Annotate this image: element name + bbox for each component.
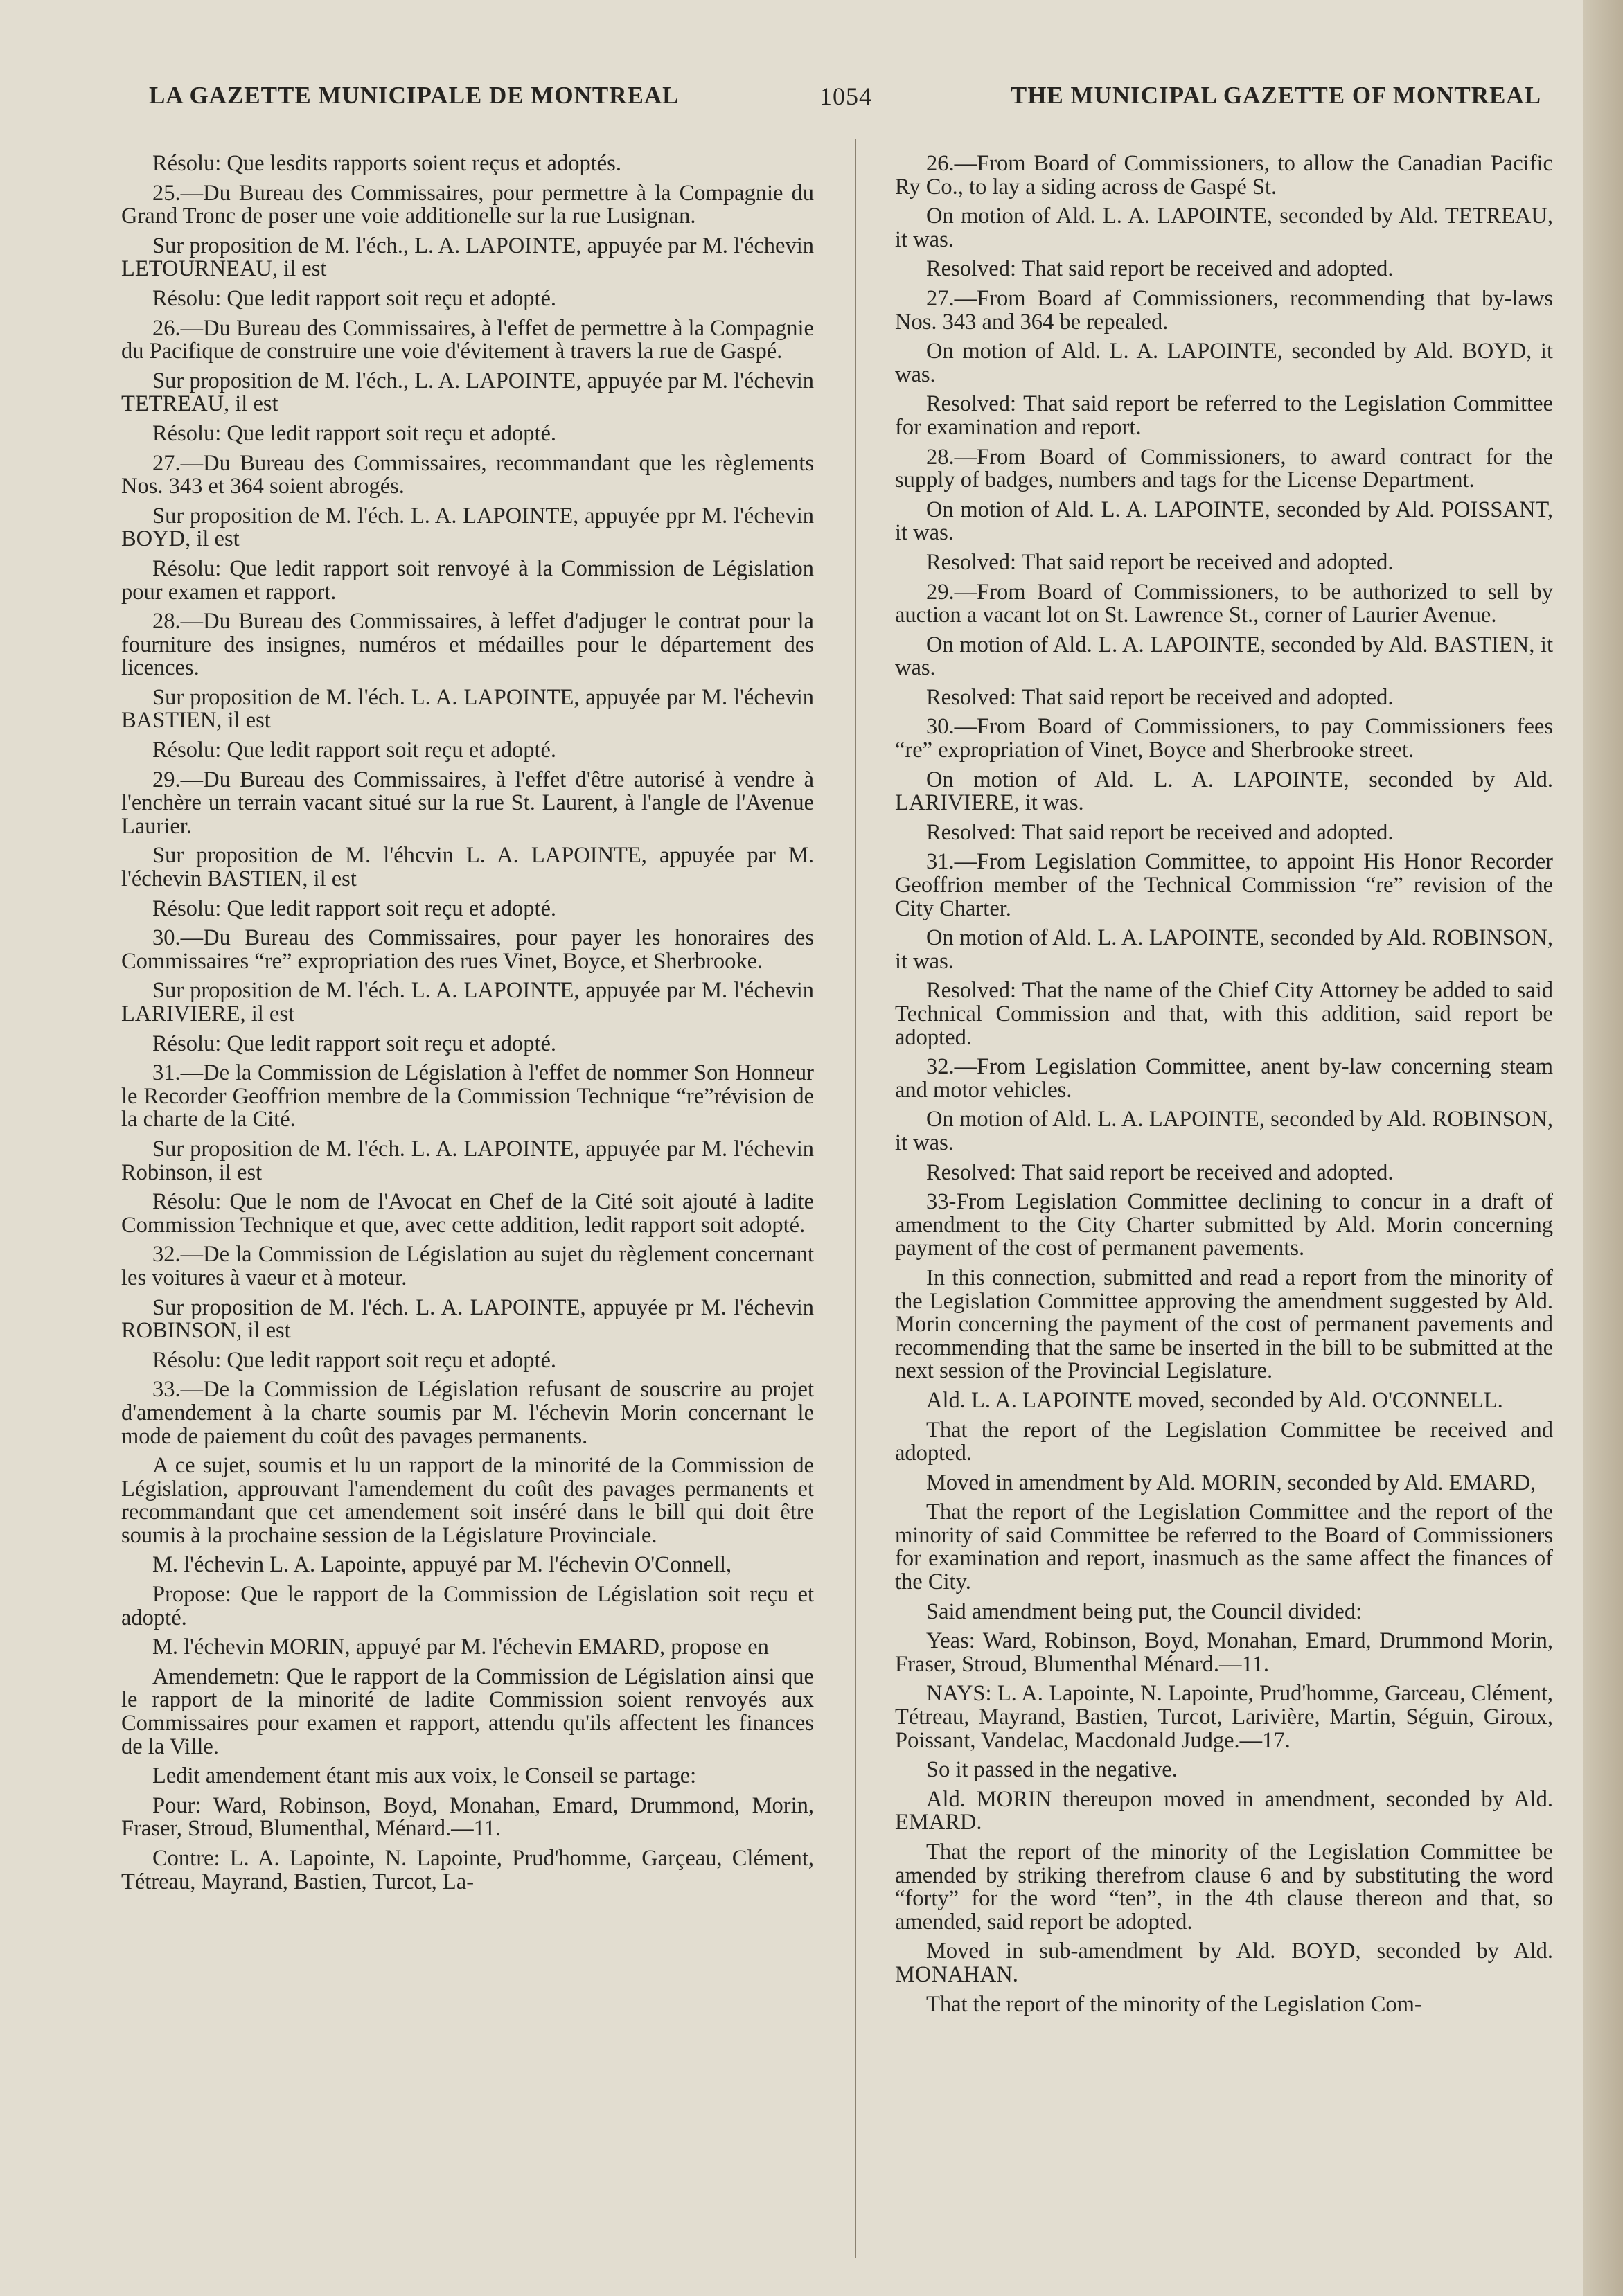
french-paragraph: A ce sujet, soumis et lu un rapport de la minorité de la Commission de Législation, approuvant l'amendement du coût des pavages permanents et recommandant que cet amendement soit inséré dans le bill qui doit être soumis à la prochaine session de la Législature Provinciale. [121, 1453, 814, 1548]
french-paragraph: Ledit amendement étant mis aux voix, le Conseil se partage: [152, 1763, 697, 1789]
english-paragraph: Resolved: That said report be received and adopted. [926, 819, 1394, 845]
english-paragraph: NAYS: L. A. Lapointe, N. Lapointe, Prud'homme, Garceau, Clément, Tétreau, Mayrand, Bastien, Turcot, Larivière, Martin, Séguin, Giroux, Poissant, Vandelac, Macdonald Judge.—17. [895, 1681, 1553, 1753]
page-number: 1054 [819, 82, 872, 110]
french-paragraph: Contre: L. A. Lapointe, N. Lapointe, Prud'homme, Garçeau, Clément, Tétreau, Mayrand, Bastien, Turcot, La- [121, 1846, 814, 1894]
french-paragraph: Résolu: Que ledit rapport soit reçu et adopté. [152, 1347, 557, 1373]
english-column [895, 152, 1553, 2022]
french-paragraph: M. l'échevin MORIN, appuyé par M. l'échevin EMARD, propose en [152, 1635, 769, 1660]
english-paragraph: Resolved: That said report be referred to the Legislation Committee for examination and report. [895, 391, 1553, 440]
english-paragraph: Resolved: That said report be received and adopted. [926, 549, 1394, 575]
french-paragraph: 27.—Du Bureau des Commissaires, recommandant que les règlements Nos. 343 et 364 soient abrogés. [121, 450, 814, 499]
french-paragraph: 33.—De la Commission de Législation refusant de souscrire au projet d'amendement à la charte soumis par M. l'échevin Morin concernant le mode de paiement du coût des pavages permanents. [121, 1377, 814, 1449]
english-paragraph: That the report of the minority of the Legislation Com- [926, 1991, 1422, 2017]
french-column [121, 152, 814, 1900]
header-english-title: THE MUNICIPAL GAZETTE OF MONTREAL [1010, 82, 1541, 109]
english-paragraph: Ald. MORIN thereupon moved in amendment, seconded by Ald. EMARD. [895, 1786, 1553, 1835]
english-paragraph: 27.—From Board af Commissioners, recommending that by-laws Nos. 343 and 364 be repealed. [895, 285, 1553, 335]
english-paragraph: 30.—From Board of Commissioners, to pay Commissioners fees “re” expropriation of Vinet, Boyce and Sherbrooke street. [895, 714, 1553, 763]
french-paragraph: 25.—Du Bureau des Commissaires, pour permettre à la Compagnie du Grand Tronc de poser une voie additionelle sur la rue Lusignan. [121, 180, 814, 229]
french-paragraph: Sur proposition de M. l'éch. L. A. LAPOINTE, appuyée par M. l'échevin Robinson, il est [121, 1136, 814, 1185]
english-paragraph: Moved in sub-amendment by Ald. BOYD, seconded by Ald. MONAHAN. [895, 1939, 1553, 1987]
french-paragraph: Résolu: Que ledit rapport soit renvoyé à la Commission de Législation pour examen et rapport. [121, 555, 814, 605]
english-paragraph: 32.—From Legislation Committee, anent by-law concerning steam and motor vehicles. [895, 1054, 1553, 1103]
french-paragraph: Résolu: Que ledit rapport soit reçu et adopté. [152, 1031, 557, 1056]
english-paragraph: So it passed in the negative. [926, 1757, 1178, 1783]
english-paragraph: On motion of Ald. L. A. LAPOINTE, seconded by Ald. ROBINSON, it was. [895, 925, 1553, 974]
english-paragraph: On motion of Ald. L. A. LAPOINTE, seconded by Ald. BASTIEN, it was. [895, 632, 1553, 681]
french-paragraph: Pour: Ward, Robinson, Boyd, Monahan, Emard, Drummond, Morin, Fraser, Stroud, Blumenthal, Ménard.—11. [121, 1792, 814, 1842]
english-paragraph: Resolved: That said report be received and adopted. [926, 684, 1394, 710]
english-paragraph: 33-From Legislation Committee declining to concur in a draft of amendment to the City Charter submitted by Ald. Morin concerning payment of the cost of permanent pavements. [895, 1189, 1553, 1261]
english-paragraph: In this connection, submitted and read a report from the minority of the Legislation Committee approving the amendment suggested by Ald. Morin concerning the payment of the cost of permanent pavements and recommending that the same be inserted in the bill to be submitted at the next session of the Provincial Legislature. [895, 1265, 1553, 1384]
french-paragraph: 32.—De la Commission de Législation au sujet du règlement concernant les voitures à vaeur et à moteur. [121, 1242, 814, 1290]
english-paragraph: Said amendment being put, the Council divided: [926, 1599, 1363, 1624]
french-paragraph: 29.—Du Bureau des Commissaires, à l'effet d'être autorisé à vendre à l'enchère un terrain vacant situé sur la rue St. Laurent, à l'angle de l'Avenue Laurier. [121, 767, 814, 839]
french-paragraph: Sur proposition de M. l'éch., L. A. LAPOINTE, appuyée par M. l'échevin LETOURNEAU, il est [121, 233, 814, 282]
french-paragraph: Propose: Que le rapport de la Commission de Législation soit reçu et adopté. [121, 1582, 814, 1630]
english-paragraph: Moved in amendment by Ald. MORIN, seconded by Ald. EMARD, [926, 1470, 1536, 1495]
english-paragraph: Resolved: That said report be received and adopted. [926, 256, 1394, 282]
english-paragraph: Yeas: Ward, Robinson, Boyd, Monahan, Emard, Drummond Morin, Fraser, Stroud, Blumenthal Ménard.—11. [895, 1628, 1553, 1677]
french-paragraph: Résolu: Que ledit rapport soit reçu et adopté. [152, 285, 557, 311]
french-paragraph: Résolu: Que lesdits rapports soient reçus et adoptés. [152, 151, 621, 176]
french-paragraph: 26.—Du Bureau des Commissaires, à l'effet de permettre à la Compagnie du Pacifique de construire une voie d'évitement à travers la rue de Gaspé. [121, 315, 814, 364]
running-header [149, 82, 1541, 123]
page-edge [1583, 0, 1623, 2296]
english-paragraph: 28.—From Board of Commissioners, to award contract for the supply of badges, numbers and tags for the License Department. [895, 444, 1553, 493]
english-paragraph: On motion of Ald. L. A. LAPOINTE, seconded by Ald. TETREAU, it was. [895, 204, 1553, 252]
french-paragraph: 30.—Du Bureau des Commissaires, pour payer les honoraires des Commissaires “re” expropriation des rues Vinet, Boyce, et Sherbrooke. [121, 925, 814, 974]
english-paragraph: Ald. L. A. LAPOINTE moved, seconded by Ald. O'CONNELL. [926, 1387, 1503, 1413]
english-paragraph: That the report of the minority of the Legislation Committee be amended by striking therefrom clause 6 and by substituting the word “forty” for the word “ten”, in the 4th clause thereon and that, so amended, said report be adopted. [895, 1840, 1553, 1934]
english-paragraph: On motion of Ald. L. A. LAPOINTE, seconded by Ald. ROBINSON, it was. [895, 1107, 1553, 1155]
french-paragraph: Résolu: Que ledit rapport soit reçu et adopté. [152, 420, 557, 446]
french-paragraph: Résolu: Que ledit rapport soit reçu et adopté. [152, 738, 557, 763]
english-paragraph: 29.—From Board of Commissioners, to be authorized to sell by auction a vacant lot on St. Lawrence St., corner of Laurier Avenue. [895, 579, 1553, 628]
french-paragraph: Résolu: Que le nom de l'Avocat en Chef de la Cité soit ajouté à ladite Commission Technique et que, avec cette addition, ledit rapport soit adopté. [121, 1189, 814, 1238]
english-paragraph: That the report of the Legislation Committee be received and adopted. [895, 1417, 1553, 1466]
french-paragraph: Sur proposition de M. l'éch., L. A. LAPOINTE, appuyée par M. l'échevin TETREAU, il est [121, 368, 814, 417]
english-paragraph: Resolved: That said report be received and adopted. [926, 1159, 1394, 1185]
french-paragraph: Sur proposition de M. l'éch. L. A. LAPOINTE, appuyée par M. l'échevin BASTIEN, il est [121, 684, 814, 733]
french-paragraph: 31.—De la Commission de Législation à l'effet de nommer Son Honneur le Recorder Geoffrion membre de la Commission Technique “re”révision de la charte de la Cité. [121, 1060, 814, 1132]
french-paragraph: Résolu: Que ledit rapport soit reçu et adopté. [152, 896, 557, 921]
english-paragraph: Resolved: That the name of the Chief City Attorney be added to said Technical Commission and that, with this addition, said report be adopted. [895, 978, 1553, 1050]
french-paragraph: Sur proposition de M. l'éhcvin L. A. LAPOINTE, appuyée par M. l'échevin BASTIEN, il est [121, 843, 814, 892]
header-french-title: LA GAZETTE MUNICIPALE DE MONTREAL [149, 82, 680, 109]
english-paragraph: 31.—From Legislation Committee, to appoint His Honor Recorder Geoffrion member of the Technical Commission “re” revision of the City Charter. [895, 849, 1553, 921]
english-paragraph: On motion of Ald. L. A. LAPOINTE, seconded by Ald. LARIVIERE, it was. [895, 767, 1553, 816]
french-paragraph: Sur proposition de M. l'éch. L. A. LAPOINTE, appuyée ppr M. l'échevin BOYD, il est [121, 503, 814, 552]
column-divider [855, 139, 856, 2258]
english-paragraph: On motion of Ald. L. A. LAPOINTE, seconded by Ald. BOYD, it was. [895, 339, 1553, 387]
french-paragraph: Sur proposition de M. l'éch. L. A. LAPOINTE, appuyée par M. l'échevin LARIVIERE, il est [121, 978, 814, 1026]
french-paragraph: Sur proposition de M. l'éch. L. A. LAPOINTE, appuyée pr M. l'échevin ROBINSON, il est [121, 1294, 814, 1344]
english-paragraph: That the report of the Legislation Committee and the report of the minority of said Committee be referred to the Board of Commissioners for examination and report, inasmuch as the same affect the finances of the City. [895, 1499, 1553, 1595]
french-paragraph: Amendemetn: Que le rapport de la Commission de Législation ainsi que le rapport de la minorité de ladite Commission soient renvoyés aux Commissaires pour examen et rapport, attendu qu'ils affectent les finances de la Ville. [121, 1664, 814, 1759]
english-paragraph: 26.—From Board of Commissioners, to allow the Canadian Pacific Ry Co., to lay a siding across de Gaspé St. [895, 151, 1553, 199]
french-paragraph: 28.—Du Bureau des Commissaires, à leffet d'adjuger le contrat pour la fourniture des insignes, numéros et médailles pour le département des licences. [121, 609, 814, 681]
english-paragraph: On motion of Ald. L. A. LAPOINTE, seconded by Ald. POISSANT, it was. [895, 497, 1553, 546]
french-paragraph: M. l'échevin L. A. Lapointe, appuyé par M. l'échevin O'Connell, [152, 1552, 732, 1578]
